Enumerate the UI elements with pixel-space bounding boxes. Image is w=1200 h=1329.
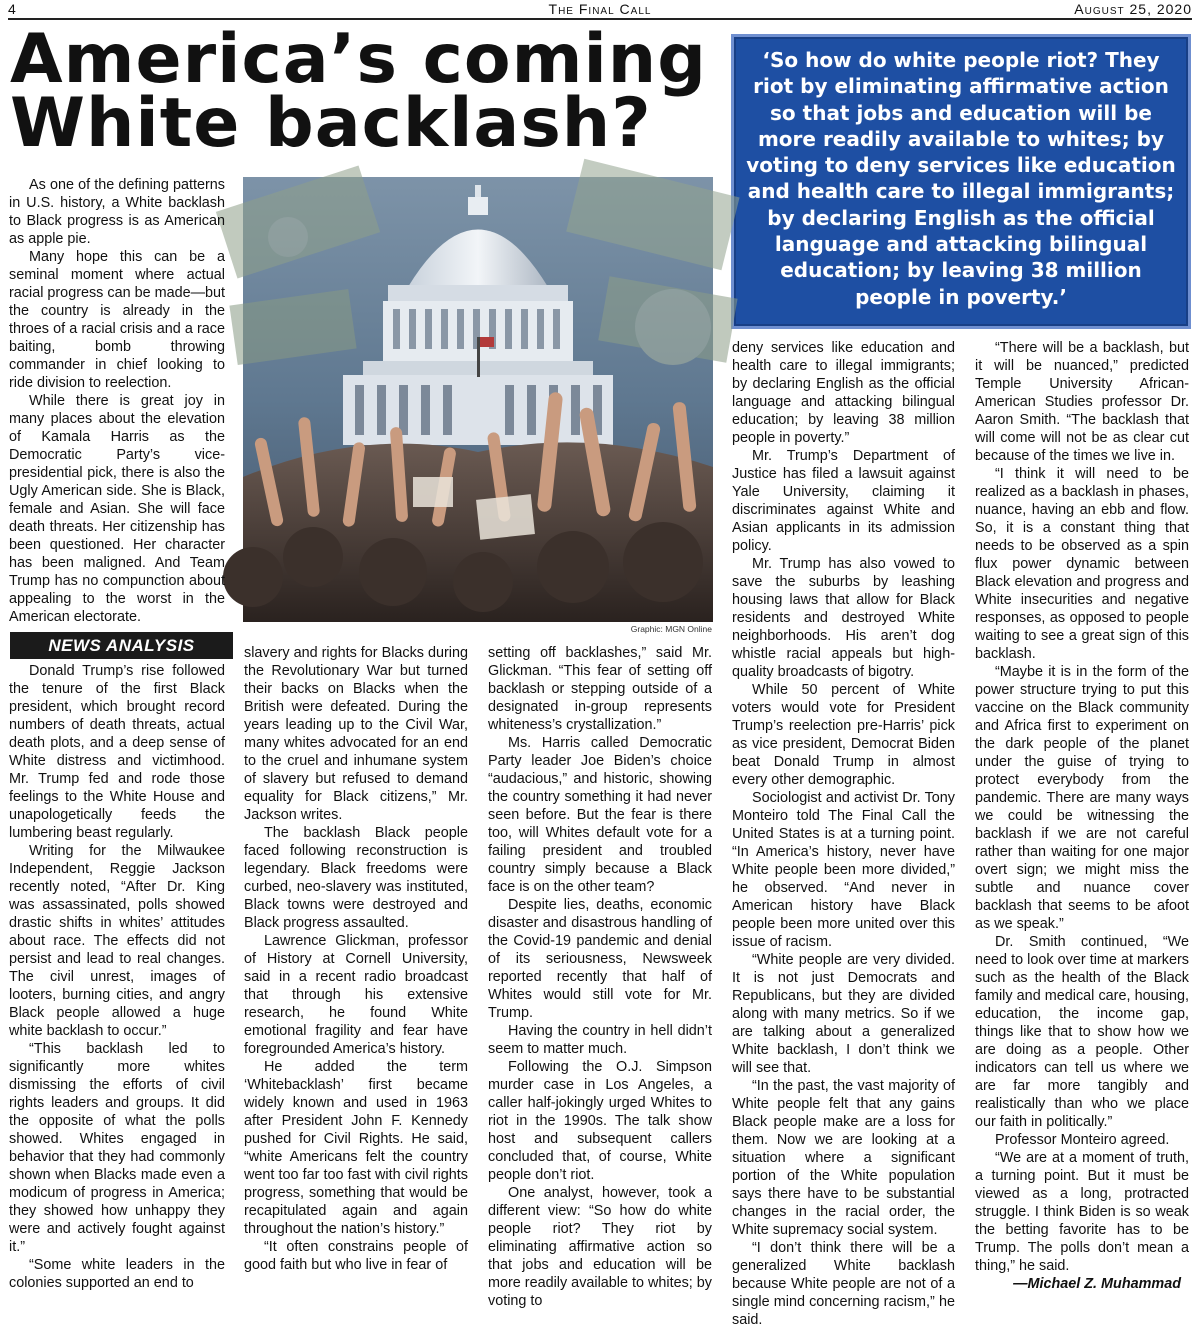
paragraph: “I don’t think there will be a generalized White backlash because White people are not of a single mind concerning racism,” he said. [732,1240,955,1328]
paragraph: “It often constrains people of good faith but who live in fear of [244,1239,468,1273]
column-1-bottom [9,662,225,1294]
capitol-protest-photo [243,177,713,622]
paragraph: He added the term ‘Whitebacklash’ first became widely known and used in 1963 after President John F. Kennedy pushed for Civil Rights. He said, “white Americans felt the country went too far too fast with civil rights progress, something that would be recapitulated again and again throughout the nation’s history.” [244,1059,468,1237]
paragraph: “White people are very divided. It is not just Democrats and Republicans, but they are divided along with many metrics. So if we are talking about a generalized White backlash, I don’t think we will see that. [732,952,955,1076]
column-1-top [9,176,225,626]
paragraph: “In the past, the vast majority of White people felt that any gains Black people make are a loss for them. Now we are looking at a situation where a significant portion of the White population says there have to be substantial changes in the racial order, the White supremacy social system. [732,1078,955,1238]
column-5 [975,339,1189,1294]
byline: —Michael Z. Muhammad [1013,1276,1181,1292]
paragraph: “We are at a moment of truth, a turning point. But it must be viewed as a long, protracted struggle. I think Biden is so weak the betting favorite has to be Trump. The polls don’t mean a thing,” he said. [975,1150,1189,1274]
paragraph: “Some white leaders in the colonies supported an end to [9,1257,225,1291]
paragraph: Lawrence Glickman, professor of History at Cornell University, said in a recent radio broadcast that through his extensive research, he found White emotional fragility and fear have foregrounded America’s history. [244,933,468,1057]
headline-line-1: America’s coming [10,20,707,99]
paragraph: “There will be a backlash, but it will be nuanced,” predicted Temple University African-American Studies professor Dr. Aaron Smith. “The backlash that will come will not be as clear cut because of the times we live in. [975,340,1189,464]
paragraph: Professor Monteiro agreed. [995,1132,1170,1148]
section-label-news-analysis: NEWS ANALYSIS [10,632,233,659]
paragraph: “Maybe it is in the form of the power structure trying to put this vaccine on the Black community and Africa first to experiment on the dark people of the planet under the guise of trying to protect everybody from the pandemic. There are many ways we could be witnessing the backlash if we are not careful rather than waiting for one major overt sign; we might miss the subtle and nuance cover backlash that seems to be afoot as we speak.” [975,664,1189,932]
paragraph: While 50 percent of White voters would vote for President Trump’s reelection pre-Harris’ pick as vice president, Democrat Biden beat Donald Trump in almost every other demographic. [732,682,955,788]
paragraph: setting off backlashes,” said Mr. Glickman. “This fear of setting off backlash or stepping outside of a designated in-group represents whiteness’s crystallization.” [488,645,712,733]
page-header [8,0,1192,20]
page-number: 4 [8,1,16,17]
paragraph: While there is great joy in many places about the elevation of Kamala Harris as the Democratic Party’s vice-presidential pick, there is also the Ugly American side. She is Black, female and Asian. She will face death threats. Her citizenship has been questioned. Her character has been maligned. And Team Trump has no compunction about appealing to the worst in the American electorate. [9,393,225,625]
paragraph: slavery and rights for Blacks during the Revolutionary War but turned their backs on Blacks when the British were defeated. During the years leading up to the Civil War, many whites advocated for an end to the cruel and inhumane system of slavery but refused to demand equality for Black citizens,” Mr. Jackson writes. [244,645,468,823]
pull-quote-box: ‘So how do white people riot? They riot by eliminating affirmative action so that jobs and education will be more readily available to whites; by voting to deny services like education and health care to illegal immigrants; by declaring English as the official language and attacking bilingual education; by leaving 38 million people in poverty.’ [731,34,1191,329]
paragraph: Ms. Harris called Democratic Party leader Joe Biden’s choice “audacious,” and historic, showing the country something it had never seen before. But the fear is there too, will Whites default vote for a failing president and troubled country simply because a Black face is on the other team? [488,735,712,895]
paragraph: Mr. Trump’s Department of Justice has filed a lawsuit against Yale University, claiming it discriminates against White and Asian applicants in its admission policy. [732,448,955,554]
paragraph: Mr. Trump has also vowed to save the suburbs by leashing housing laws that allow for Black residents and destroyed White neighborhoods. His aren’t dog whistle racial appeals but high-quality broadcasts of bigotry. [732,556,955,680]
paragraph: Despite lies, deaths, economic disaster and disastrous handling of the Covid-19 pandemic and denial of its seriousness, Newsweek reported recently that half of Whites would still vote for Mr. Trump. [488,897,712,1021]
paragraph: As one of the defining patterns in U.S. history, a White backlash to Black progress is as American as apple pie. [9,177,225,247]
headline [10,20,725,163]
paragraph: Dr. Smith continued, “We need to look over time at markers such as the health of the Black family and medical care, housing, education, the income gap, things like that to show how we are doing as a people. Other indicators can tell us where we are far more tangibly and realistically than who we place our faith in politically.” [975,934,1189,1130]
column-2 [244,644,468,1294]
paragraph: Donald Trump’s rise followed the tenure of the first Black president, which brought record numbers of death threats, actual death plots, and a deep sense of White distress and victimhood. Mr. Trump fed and rode those feelings to the White House and unapologetically feeds the lumbering beast regularly. [9,663,225,841]
paragraph: The backlash Black people faced following reconstruction is legendary. Black freedoms were curbed, neo-slavery was instituted, Black towns were destroyed and Black progress assaulted. [244,825,468,931]
paragraph: Having the country in hell didn’t seem to matter much. [488,1023,712,1057]
paragraph: “This backlash led to significantly more whites dismissing the efforts of civil rights leaders and groups. It did the opposite of what the polls showed. Whites engaged in behavior that they had commonly shown when Blacks made even a modicum of progress in America; they showed how unhappy they were and actively fought against it.” [9,1041,225,1255]
paragraph: Sociologist and activist Dr. Tony Monteiro told The Final Call the United States is at a turning point. “In America’s history, never have White people been more divided,” he observed. “And never in American history have Black people been more united over this issue of racism. [732,790,955,950]
issue-date: August 25, 2020 [1074,1,1192,17]
paragraph: “I think it will need to be realized as a backlash in phases, nuance, having an ebb and flow. So, it is a constant thing that needs to be observed as a spin flux power dynamic between Black elevation and progress and White insecurities and negative responses, as opposed to people waiting to see a great sign of this backlash. [975,466,1189,662]
paragraph: Many hope this can be a seminal moment where actual racial progress can be made—but the country is already in the throes of a racial crisis and a race baiting, bomb throwing commander in chief looking to ride division to reelection. [9,249,225,391]
column-3 [488,644,712,1309]
paragraph: One analyst, however, took a different view: “So how do white people riot? They riot by eliminating affirmative action so that jobs and education will be more readily available to whites; by voting to [488,1185,712,1309]
photo-credit: Graphic: MGN Online [630,624,712,634]
publication-name: The Final Call [548,1,652,17]
headline-line-2: White backlash? [10,84,652,163]
column-4 [732,339,955,1328]
paragraph: Following the O.J. Simpson murder case in Los Angeles, a caller half-jokingly urged Whites to riot in the 1990s. The talk show host and subsequent callers concluded that, of course, White people don’t riot. [488,1059,712,1183]
paragraph: deny services like education and health care to illegal immigrants; by declaring English as the official language and attacking bilingual education; by leaving 38 million people in poverty.” [732,340,955,446]
paragraph: Writing for the Milwaukee Independent, Reggie Jackson recently noted, “After Dr. King was assassinated, polls showed drastic shifts in whites’ attitudes about race. The effects did not persist and lead to real changes. The civil unrest, images of looters, burning cities, and angry Black people allowed a huge white backlash to occur.” [9,843,225,1039]
